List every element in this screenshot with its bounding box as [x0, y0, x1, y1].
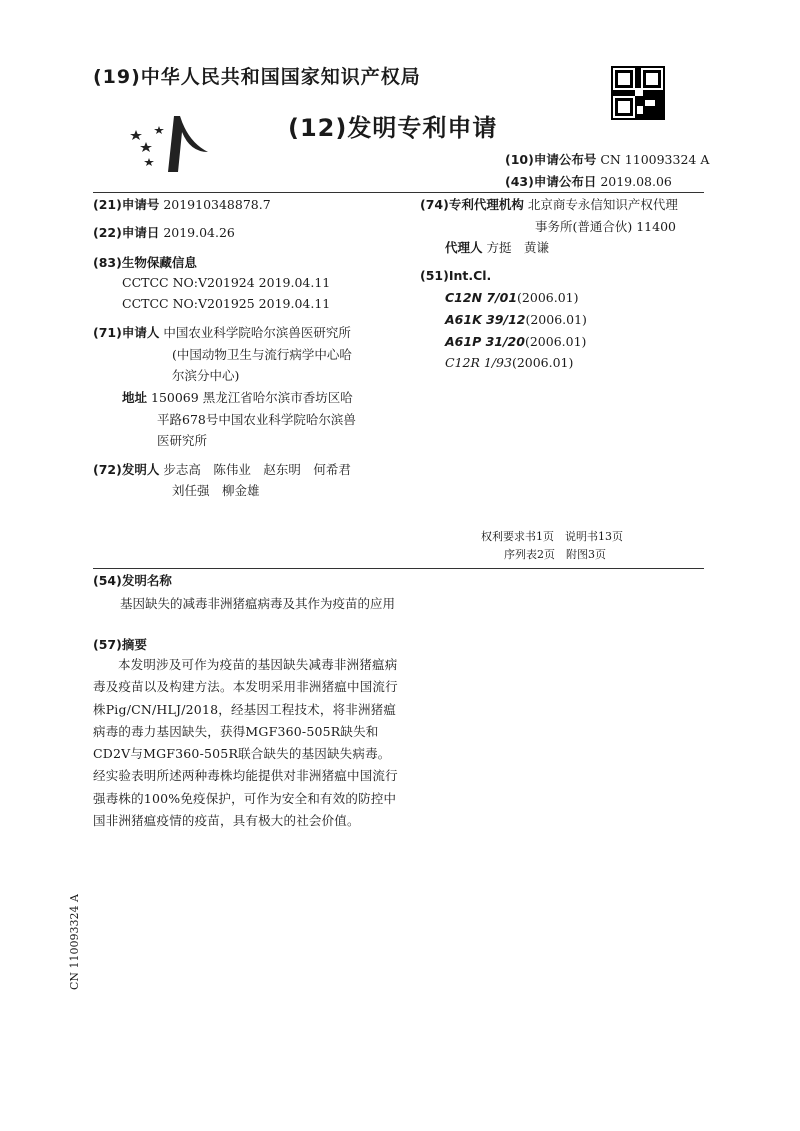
ipc-entry-1: C12N 7/01(2006.01) — [445, 290, 579, 305]
agent-label: 代理人 — [445, 240, 483, 255]
ipc-entry-3: A61P 31/20(2006.01) — [445, 334, 587, 349]
cnipa-logo-icon — [128, 112, 212, 174]
office-title: (19)中华人民共和国国家知识产权局 — [93, 66, 421, 88]
applicant-label: (71)申请人 — [93, 325, 160, 340]
ipc-label: (51)Int.Cl. — [420, 268, 492, 283]
agency-line-2: 事务所(普通合伙) 11400 — [535, 219, 676, 234]
app-date-value: 2019.04.26 — [163, 225, 235, 240]
ipc-entry-4: C12R 1/93(2006.01) — [445, 355, 574, 370]
invention-title-label: (54)发明名称 — [93, 573, 172, 588]
pub-date-value: 2019.08.06 — [600, 174, 672, 189]
header-divider — [93, 192, 704, 193]
agency-line-1: 北京商专永信知识产权代理 — [527, 197, 678, 212]
body-divider — [93, 568, 704, 569]
agency-label: (74)专利代理机构 — [420, 197, 524, 212]
deposit-label: (83)生物保藏信息 — [93, 255, 197, 270]
address-line-2: 平路678号中国农业科学院哈尔滨兽 — [157, 412, 356, 427]
invention-title: 基因缺失的减毒非洲猪瘟病毒及其作为疫苗的应用 — [120, 596, 396, 611]
address-label: 地址 — [122, 390, 148, 405]
inventor-line-1: 步志高 陈伟业 赵东明 何希君 — [163, 462, 351, 477]
ipc-entry-2: A61K 39/12(2006.01) — [445, 312, 587, 327]
applicant-line-2: (中国动物卫生与流行病学中心哈 — [172, 347, 352, 362]
app-number-label: (21)申请号 — [93, 197, 160, 212]
abstract-text: 本发明涉及可作为疫苗的基因缺失减毒非洲猪瘟病毒及疫苗以及构建方法。本发明采用非洲猪瘟中国流行株Pig/CN/HLJ/2018，经基因工程技术，将非洲猪瘟病毒的毒力基因缺失，获得MGF360-505R缺失和CD2V与MGF360-505R联合缺失的基因缺失病毒。经实验表明所述两种毒株均能提供对非洲猪瘟中国流行强毒株的100%免疫保护，可作为安全和有效的防控中国非洲猪瘟疫情的疫苗，具有极大的社会价值。 — [93, 657, 398, 829]
applicant-line-3: 尔滨分中心) — [172, 368, 240, 383]
page-counts-line-1: 权利要求书1页 说明书13页 — [481, 530, 623, 543]
pub-number-value: CN 110093324 A — [600, 152, 710, 167]
agent-value: 方挺 黄谦 — [486, 240, 550, 255]
margin-publication-number: CN 110093324 A — [68, 894, 81, 990]
address-line-1: 150069 黑龙江省哈尔滨市香坊区哈 — [151, 390, 353, 405]
app-number-value: 201910348878.7 — [163, 197, 271, 212]
inventor-label: (72)发明人 — [93, 462, 160, 477]
deposit-entry-1: CCTCC NO:V201924 2019.04.11 — [122, 275, 331, 290]
page-counts-line-2: 序列表2页 附图3页 — [504, 548, 606, 561]
deposit-entry-2: CCTCC NO:V201925 2019.04.11 — [122, 296, 331, 311]
inventor-line-2: 刘任强 柳金雄 — [172, 483, 260, 498]
applicant-line-1: 中国农业科学院哈尔滨兽医研究所 — [163, 325, 351, 340]
qr-code-icon — [611, 66, 665, 120]
pub-date-label: (43)申请公布日 — [505, 174, 597, 189]
app-date-label: (22)申请日 — [93, 225, 160, 240]
abstract-label: (57)摘要 — [93, 637, 147, 652]
address-line-3: 医研究所 — [157, 433, 208, 448]
document-type: (12)发明专利申请 — [288, 114, 498, 142]
pub-number-label: (10)申请公布号 — [505, 152, 597, 167]
